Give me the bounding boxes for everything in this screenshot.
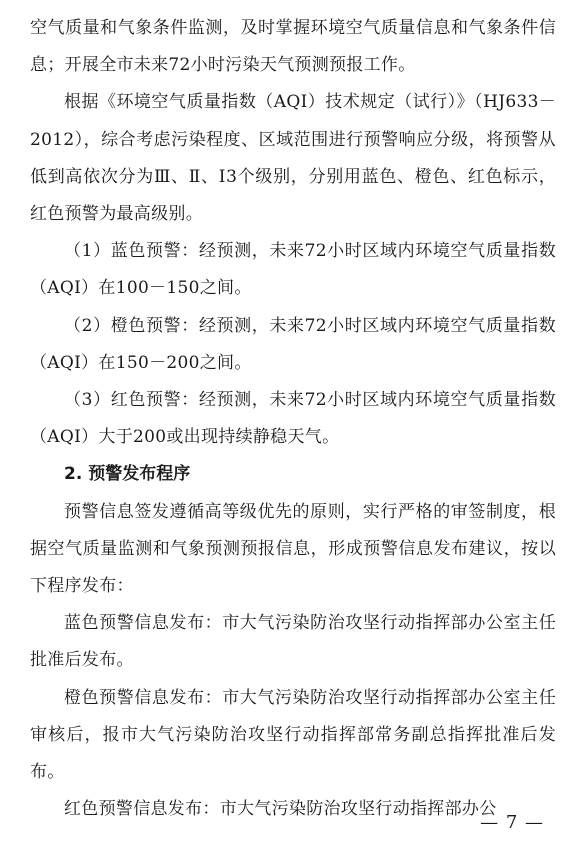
section-heading-release-procedure: 2. 预警发布程序 [64,464,191,485]
body-text [30,10,556,828]
paragraph-blue-release: 蓝色预警信息发布：市大气污染防治攻坚行动指挥部办公室主任批准后发布。 [30,613,556,671]
paragraph-red-warning: （3）红色预警：经预测，未来72小时区域内环境空气质量指数（AQI）大于200或出现持续静稳天气。 [30,390,556,448]
paragraph-orange-release: 橙色预警信息发布：市大气污染防治攻坚行动指挥部办公室主任审核后，报市大气污染防治攻坚行动指挥部常务副总指挥批准后发布。 [30,687,556,783]
paragraph-release-principle: 预警信息签发遵循高等级优先的原则，实行严格的审签制度，根据空气质量监测和气象预测预报信息，形成预警信息发布建议，按以下程序发布： [30,501,556,597]
paragraph-orange-warning: （2）橙色预警：经预测，未来72小时区域内环境空气质量指数（AQI）在150－200之间。 [30,315,556,373]
page-number: — 7 — [480,812,544,833]
paragraph-red-release: 红色预警信息发布：市大气污染防治攻坚行动指挥部办公 [64,799,497,820]
paragraph-blue-warning: （1）蓝色预警：经预测，未来72小时区域内环境空气质量指数（AQI）在100－150之间。 [30,241,556,299]
paragraph-monitoring-continued: 空气质量和气象条件监测，及时掌握环境空气质量信息和气象条件信息；开展全市未来72小时污染天气预测预报工作。 [30,18,556,76]
paragraph-aqi-grading: 根据《环境空气质量指数（AQI）技术规定（试行）》（HJ633－2012），综合考虑污染程度、区域范围进行预警响应分级，将预警从低到高依次分为Ⅲ、Ⅱ、Ⅰ3个级别，分别用蓝色、橙色、红色标示，红色预警为最高级别。 [30,92,556,225]
